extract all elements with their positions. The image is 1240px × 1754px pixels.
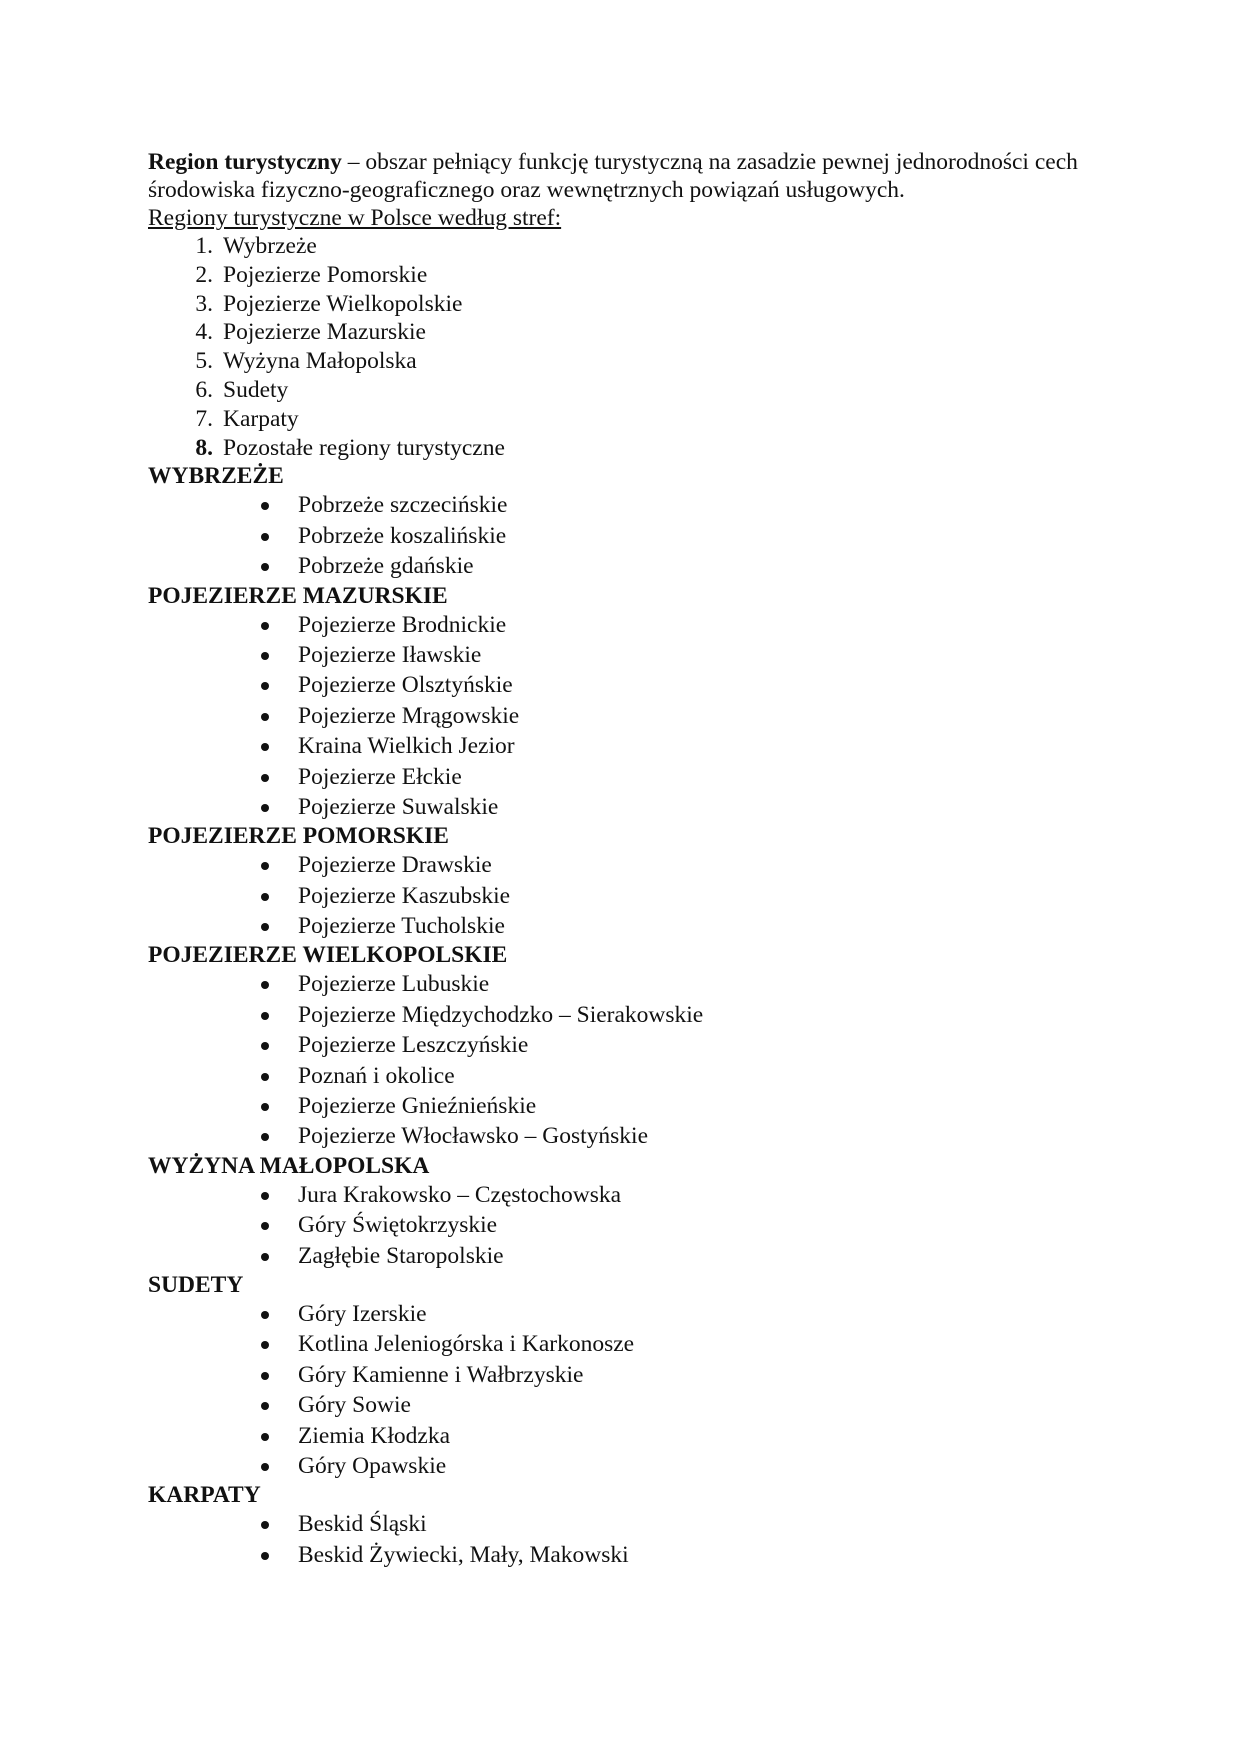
section-heading: POJEZIERZE MAZURSKIE (148, 582, 448, 609)
list-item (195, 376, 1098, 405)
bullet-item: Pobrzeże szczecińskie (298, 490, 1098, 520)
list-item-label: Pojezierze Pomorskie (223, 261, 428, 288)
section-heading: WYBRZEŻE (148, 463, 284, 490)
bullet-item: Pobrzeże gdańskie (298, 551, 1098, 581)
list-item-label: Pojezierze Wielkopolskie (223, 290, 463, 317)
bullet-list (148, 490, 1098, 581)
bullet-item: Zagłębie Staropolskie (298, 1241, 1098, 1271)
zones-subtitle: Regiony turystyczne w Polsce według stref: (148, 205, 562, 231)
list-item (195, 347, 1098, 376)
zones-list (148, 232, 1098, 462)
list-item-number: 2. (195, 261, 213, 288)
section-heading: WYŻYNA MAŁOPOLSKA (148, 1152, 430, 1179)
section-heading: SUDETY (148, 1271, 244, 1298)
bullet-item: Pojezierze Włocławsko – Gostyńskie (298, 1121, 1098, 1151)
list-item-label: Sudety (223, 376, 289, 403)
bullet-item: Pobrzeże koszalińskie (298, 521, 1098, 551)
list-item-number: 5. (195, 348, 213, 375)
bullet-item: Pojezierze Suwalskie (298, 792, 1098, 822)
bullet-item: Beskid Żywiecki, Mały, Makowski (298, 1540, 1098, 1570)
list-item-label: Wyżyna Małopolska (223, 348, 417, 375)
list-item-number: 7. (195, 405, 213, 432)
intro-paragraph (148, 148, 1098, 204)
bullet-list (148, 850, 1098, 941)
section-pojezierze-wielkopolskie (148, 941, 1098, 1151)
list-item-number: 8. (195, 434, 213, 461)
list-item-label: Wybrzeże (223, 233, 317, 259)
section-wybrzeze (148, 462, 1098, 581)
bullet-list (148, 610, 1098, 823)
bullet-item: Pojezierze Ełckie (298, 762, 1098, 792)
bullet-list (148, 1299, 1098, 1481)
bullet-item: Pojezierze Brodnickie (298, 610, 1098, 640)
bullet-item: Pojezierze Lubuskie (298, 969, 1098, 999)
bullet-item: Pojezierze Mrągowskie (298, 701, 1098, 731)
intro-definition: – obszar pełniący funkcję turystyczną na zasadzie pewnej jednorodności cech środowiska fizyczno-geograficznego oraz wewnętrznych powiązań usługowych. (148, 149, 1078, 203)
bullet-item: Ziemia Kłodzka (298, 1421, 1098, 1451)
bullet-item: Pojezierze Olsztyńskie (298, 670, 1098, 700)
section-wyzyna-malopolska (148, 1152, 1098, 1271)
list-item (195, 290, 1098, 319)
section-pojezierze-mazurskie (148, 582, 1098, 823)
list-item (195, 405, 1098, 434)
document-body (148, 148, 1098, 1570)
intro-term: Region turystyczny (148, 149, 342, 175)
bullet-item: Kraina Wielkich Jezior (298, 731, 1098, 761)
list-item (195, 434, 1098, 463)
bullet-item: Góry Świętokrzyskie (298, 1210, 1098, 1240)
list-item-label: Pojezierze Mazurskie (223, 319, 426, 346)
bullet-item: Kotlina Jeleniogórska i Karkonosze (298, 1329, 1098, 1359)
section-pojezierze-pomorskie (148, 822, 1098, 941)
list-item-label: Karpaty (223, 405, 299, 432)
bullet-item: Pojezierze Międzychodzko – Sierakowskie (298, 1000, 1098, 1030)
list-item (195, 261, 1098, 290)
bullet-item: Pojezierze Leszczyńskie (298, 1030, 1098, 1060)
bullet-item: Poznań i okolice (298, 1061, 1098, 1091)
bullet-list (148, 1509, 1098, 1570)
bullet-item: Pojezierze Kaszubskie (298, 881, 1098, 911)
section-sudety (148, 1271, 1098, 1481)
list-item (195, 318, 1098, 347)
bullet-item: Góry Opawskie (298, 1451, 1098, 1481)
section-heading: POJEZIERZE POMORSKIE (148, 823, 449, 850)
list-item (195, 232, 1098, 261)
list-item-label: Pozostałe regiony turystyczne (223, 434, 505, 461)
bullet-list (148, 969, 1098, 1151)
bullet-list (148, 1180, 1098, 1271)
section-karpaty (148, 1481, 1098, 1570)
bullet-item: Góry Sowie (298, 1390, 1098, 1420)
bullet-item: Beskid Śląski (298, 1509, 1098, 1539)
bullet-item: Pojezierze Tucholskie (298, 911, 1098, 941)
bullet-item: Góry Izerskie (298, 1299, 1098, 1329)
list-item-number: 3. (195, 290, 213, 317)
bullet-item: Pojezierze Gnieźnieńskie (298, 1091, 1098, 1121)
section-heading: KARPATY (148, 1482, 261, 1509)
bullet-item: Pojezierze Iławskie (298, 640, 1098, 670)
bullet-item: Jura Krakowsko – Częstochowska (298, 1180, 1098, 1210)
list-item-number: 4. (195, 319, 213, 346)
bullet-item: Góry Kamienne i Wałbrzyskie (298, 1360, 1098, 1390)
section-heading: POJEZIERZE WIELKOPOLSKIE (148, 942, 508, 969)
bullet-item: Pojezierze Drawskie (298, 850, 1098, 880)
list-item-number: 1. (195, 233, 213, 259)
list-item-number: 6. (195, 376, 213, 403)
